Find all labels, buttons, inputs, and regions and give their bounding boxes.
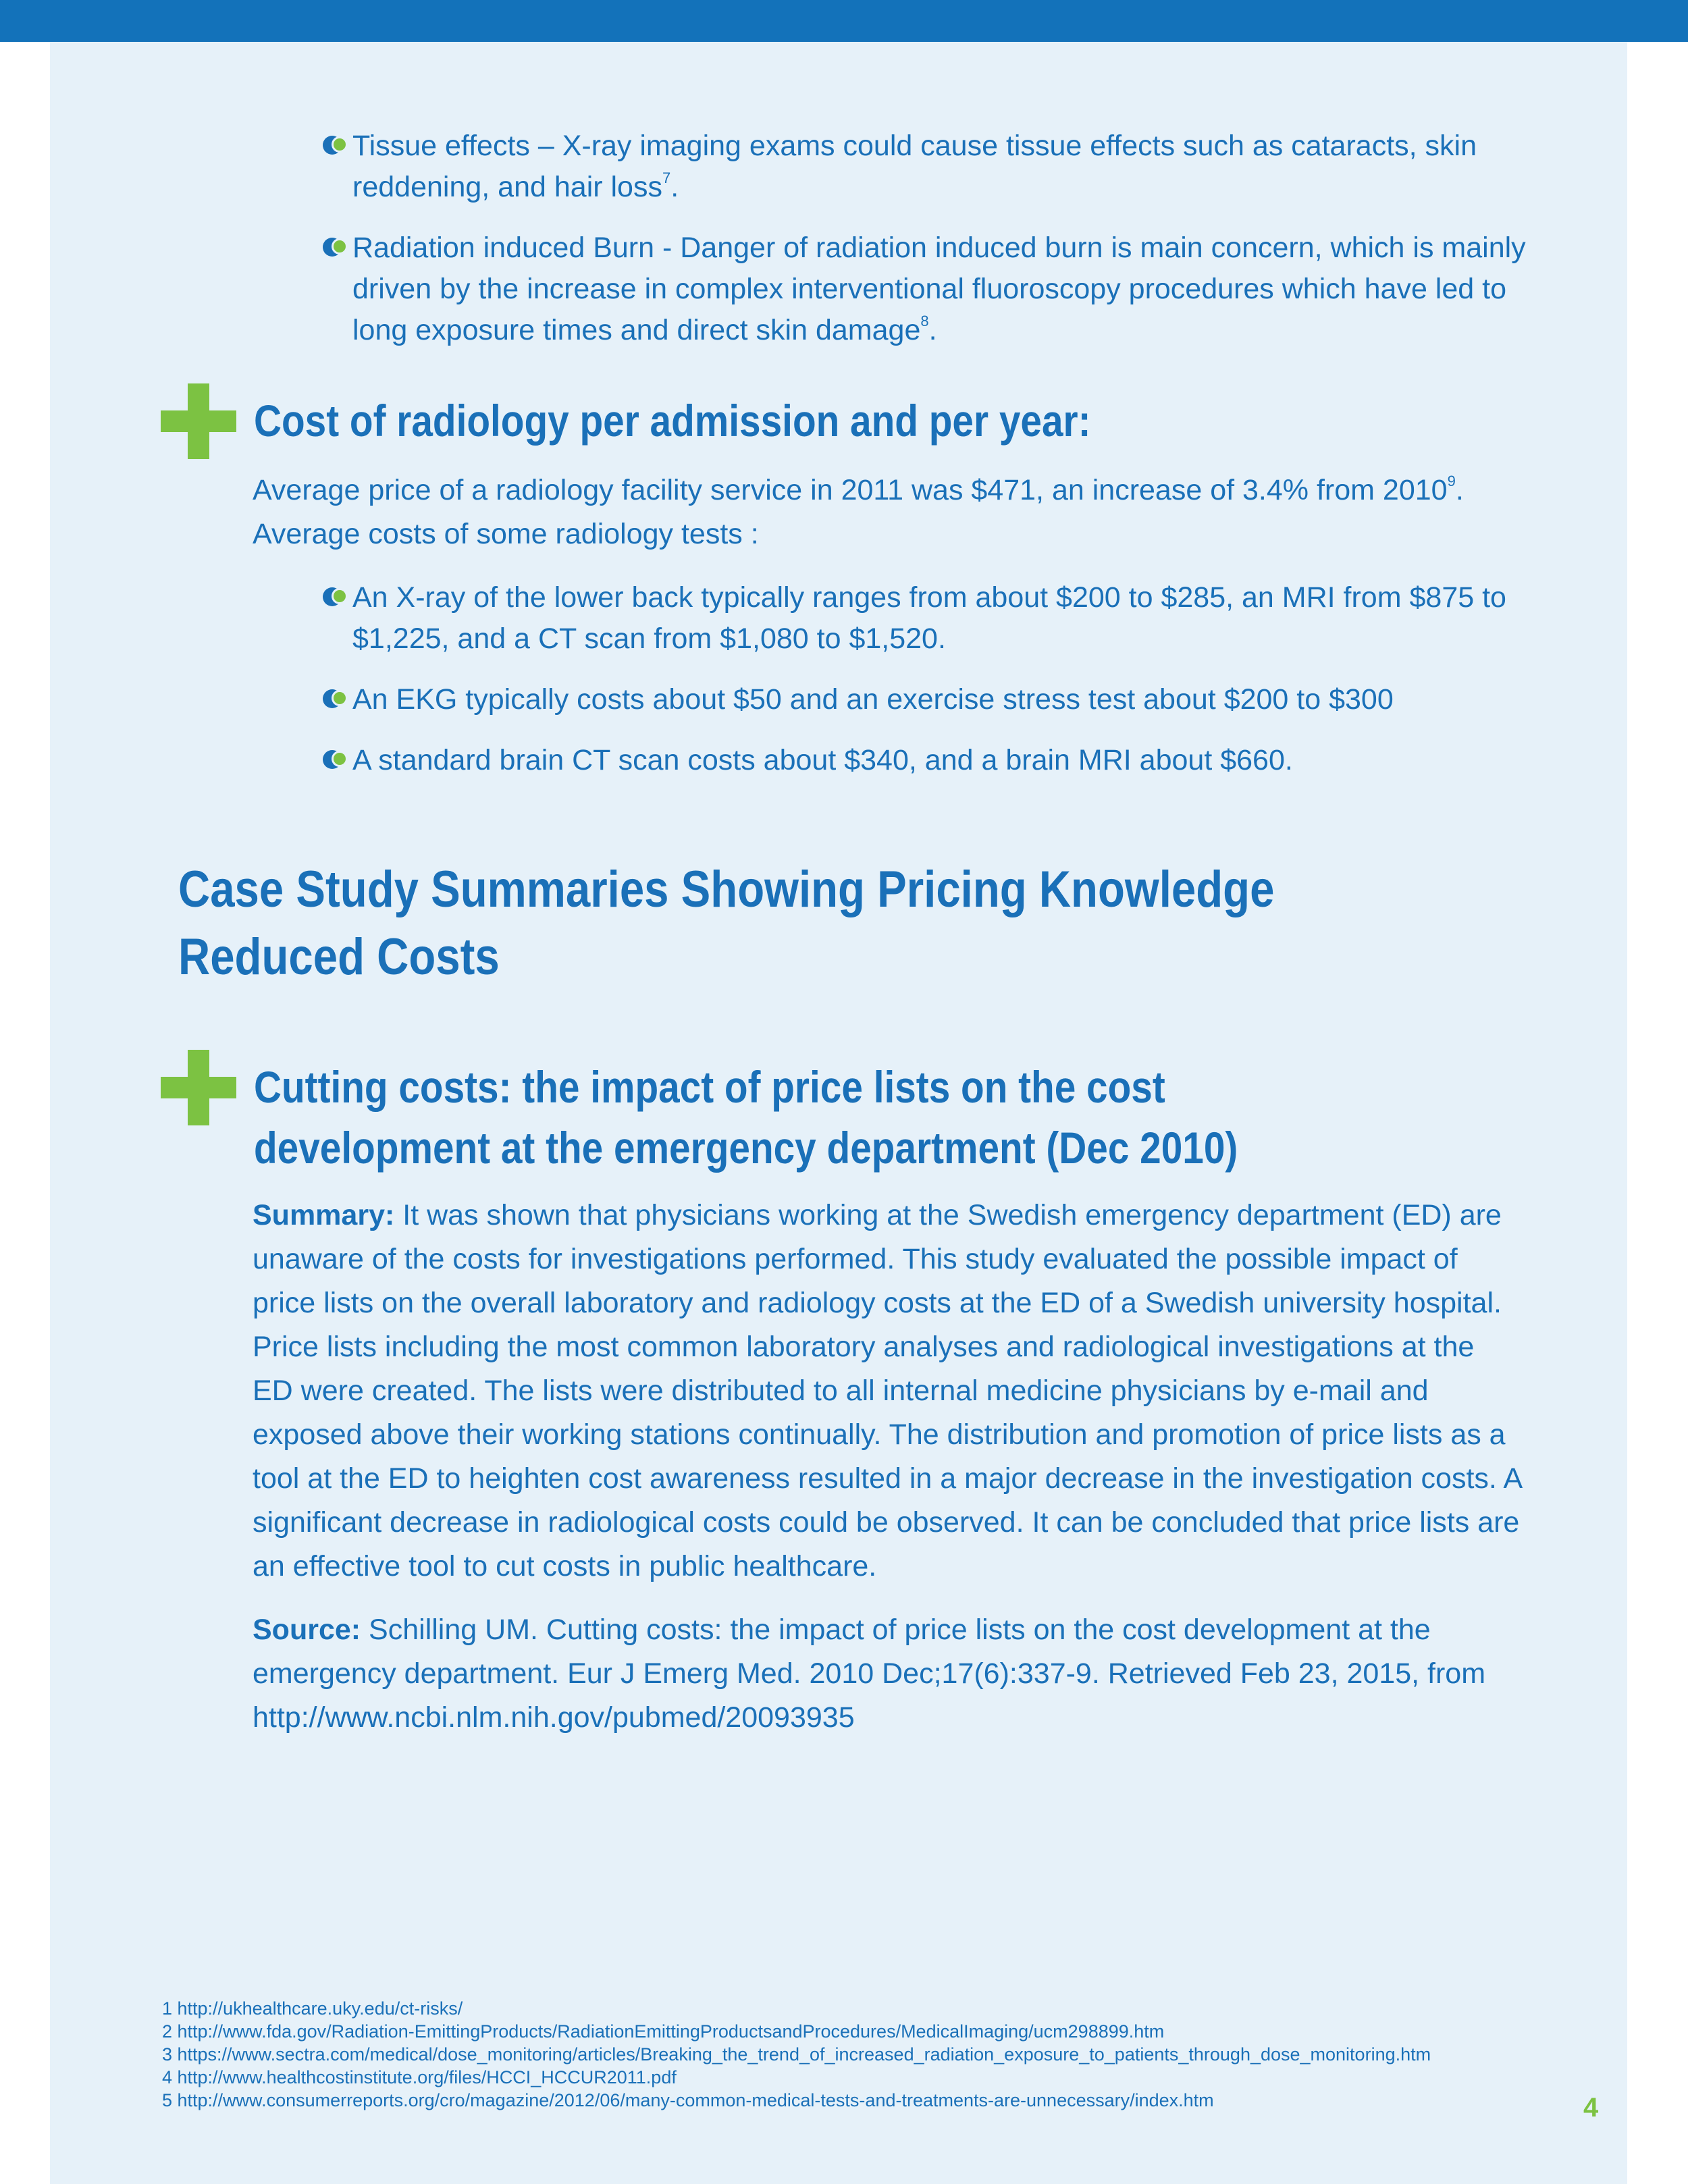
bullet-icon bbox=[323, 750, 342, 769]
source-label: Source: bbox=[253, 1614, 361, 1646]
list-item: Tissue effects – X-ray imaging exams could cause tissue effects such as cataracts, skin reddening, and hair loss$^7$. bbox=[321, 126, 1530, 208]
footnotes bbox=[162, 1997, 1431, 2112]
case-study-source: Source: Schilling UM. Cutting costs: the impact of price lists on the cost development at the emergency department. Eur J Emerg Med. 2010 Dec;17(6):337-9. Retrieved Feb 23, 2015, from http://www.ncbi.nlm.nih.gov/pubmed/20093935 bbox=[253, 1614, 1486, 1734]
risk-bullet-list bbox=[321, 126, 1530, 371]
footnote: 2 http://www.fda.gov/Radiation-EmittingProducts/RadiationEmittingProductsandProcedures/MedicalImaging/ucm298899.htm bbox=[162, 2021, 1165, 2042]
plus-icon bbox=[161, 383, 236, 459]
cost-intro: Average price of a radiology facility service in 2011 was $471, an increase of 3.4% from 2010$^9$. Average costs of some radiology tests : bbox=[253, 473, 1464, 550]
bullet-icon bbox=[323, 689, 342, 708]
footnote: 5 http://www.consumerreports.org/cro/magazine/2012/06/many-common-medical-tests-and-treatments-are-unnecessary/index.htm bbox=[162, 2090, 1214, 2110]
plus-icon bbox=[161, 1050, 236, 1125]
list-item: An EKG typically costs about $50 and an exercise stress test about $200 to $300 bbox=[321, 679, 1530, 720]
list-item: A standard brain CT scan costs about $340, and a brain MRI about $660. bbox=[321, 740, 1530, 781]
bullet-icon bbox=[323, 587, 342, 606]
footnote: 3 https://www.sectra.com/medical/dose_monitoring/articles/Breaking_the_trend_of_increased_radiation_exposure_to_patients_through_dose_monitoring.htm bbox=[162, 2044, 1431, 2065]
cost-section-heading: Cost of radiology per admission and per year: bbox=[254, 396, 1091, 446]
cost-bullet-list bbox=[321, 577, 1530, 801]
bullet-icon bbox=[323, 238, 342, 257]
footnote: 4 http://www.healthcostinstitute.org/files/HCCI_HCCUR2011.pdf bbox=[162, 2067, 677, 2087]
case-study-summary: Summary: It was shown that physicians working at the Swedish emergency department (ED) are unaware of the costs for investigations performed. This study evaluated the possible impact of price lists on the overall laboratory and radiology costs at the ED of a Swedish university hospital. Price lists including the most common laboratory analyses and radiological investigations at the ED were created. The lists were distributed to all internal medicine physicians by e-mail and exposed above their working stations continually. The distribution and promotion of price lists as a tool at the ED to heighten cost awareness resulted in a major decrease in the investigation costs. A significant decrease in radiological costs could be observed. It can be concluded that price lists are an effective tool to cut costs in public healthcare. bbox=[253, 1199, 1521, 1582]
list-item: An X-ray of the lower back typically ranges from about $200 to $285, an MRI from $875 to $1,225, and a CT scan from $1,080 to $1,520. bbox=[321, 577, 1530, 660]
case-study-heading: Cutting costs: the impact of price lists on the cost development at the emergency department (Dec 2010) bbox=[254, 1062, 1238, 1173]
footnote: 1 http://ukhealthcare.uky.edu/ct-risks/ bbox=[162, 1998, 463, 2019]
page-number: 4 bbox=[1583, 2093, 1599, 2123]
top-banner bbox=[0, 0, 1688, 42]
bullet-icon bbox=[323, 136, 342, 155]
summary-label: Summary: bbox=[253, 1199, 395, 1231]
list-item: Radiation induced Burn - Danger of radiation induced burn is main concern, which is mainly driven by the increase in complex interventional fluoroscopy procedures which have led to long exposure times and direct skin damage$^8$. bbox=[321, 228, 1530, 351]
case-study-title: Case Study Summaries Showing Pricing Knowledge Reduced Costs bbox=[178, 861, 1275, 986]
